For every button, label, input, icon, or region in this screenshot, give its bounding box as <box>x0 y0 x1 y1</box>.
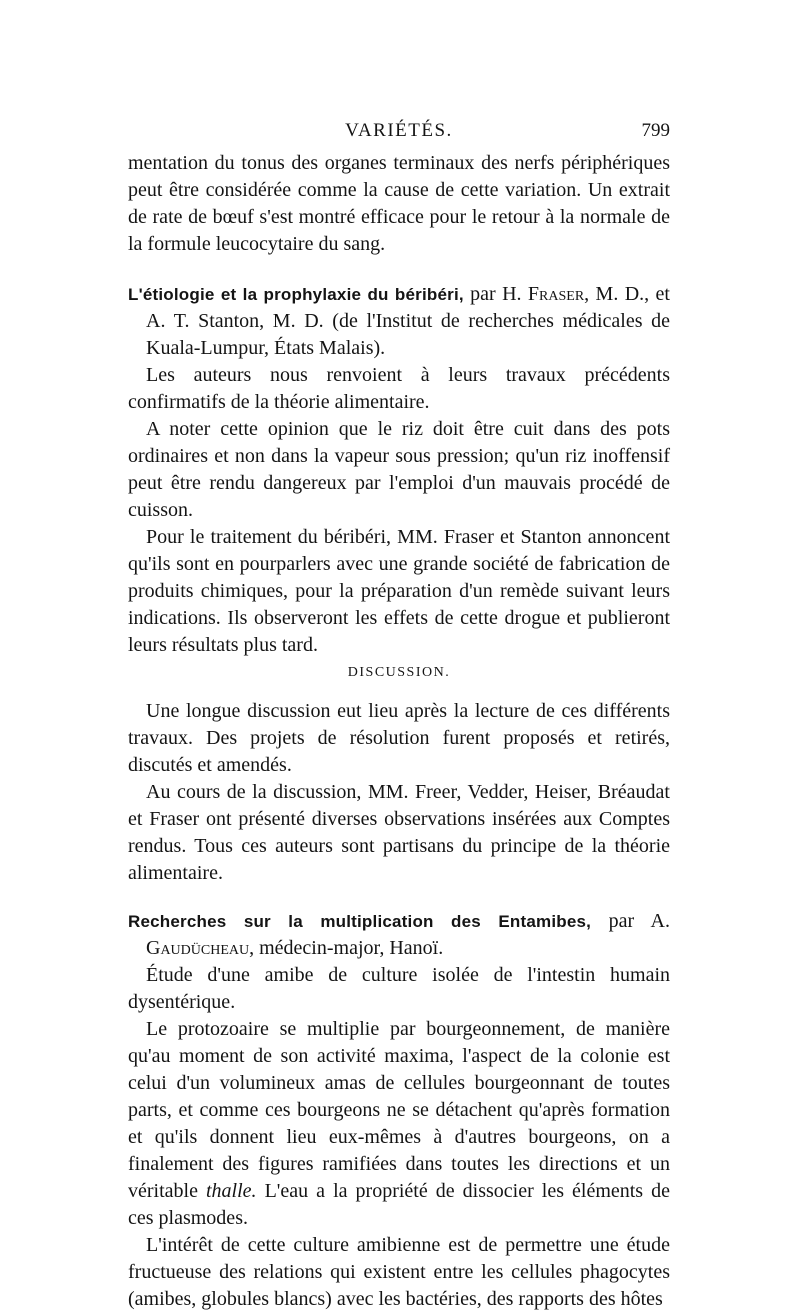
article-title-beriberi: L'étiologie et la prophylaxie du béribéri, <box>128 285 464 304</box>
paragraph: A noter cette opinion que le riz doit être cuit dans des pots ordinaires et non dans la vapeur sous pression; qu'un riz inoffensif peut être rendu dangereux par l'emploi d'un mauvais procédé de cuisson. <box>128 418 670 521</box>
paragraph-thalle <box>128 1016 670 1232</box>
text-run: L'eau a la propriété de dissocier les éléments de ces plasmodes. <box>128 1180 670 1229</box>
paragraph: Une longue discussion eut lieu après la lecture de ces différents travaux. Des projets de résolution furent proposés et retirés, discutés et amendés. <box>128 700 670 776</box>
article-heading-entamibes <box>128 908 670 962</box>
article-body <box>128 150 670 1313</box>
paragraph: Au cours de la discussion, MM. Freer, Vedder, Heiser, Bréaudat et Fraser ont présenté diverses observations insérées aux Comptes rendus. Tous ces auteurs sont partisans du principe de la théorie alimentaire. <box>128 781 670 884</box>
paragraph: Étude d'une amibe de culture isolée de l'intestin humain dysentérique. <box>128 964 670 1013</box>
spacer <box>128 887 670 908</box>
spacer <box>128 686 670 698</box>
running-title: VARIÉTÉS. <box>345 120 453 141</box>
author-name: Gaudücheau <box>146 937 250 959</box>
discussion-heading: DISCUSSION. <box>347 665 451 680</box>
italic-term: thalle. <box>206 1180 257 1202</box>
article-authors-rest: , M. D., et A. T. Stanton, M. D. (de l'Institut de recherches médicales de Kuala-Lumpur, États Malais). <box>146 283 670 359</box>
article-authors-rest: , médecin-major, Hanoï. <box>249 937 444 959</box>
text-run: Le protozoaire se multiplie par bourgeonnement, de manière qu'au moment de son activité maxima, l'aspect de la colonie est celui d'un volumineux amas de cellules bourgeonnant de toutes parts, et comme ces bourgeons ne se détachent qu'après formation et qu'ils donnent lieu eux-mêmes à d'autres bourgeons, on a finalement des figures ramifiées dans toutes les directions et un véritable <box>128 1018 670 1202</box>
article-heading-beriberi <box>128 281 670 362</box>
article-by: par H. <box>463 283 528 305</box>
paragraph: L'intérêt de cette culture amibienne est de permettre une étude fructueuse des relations qui existent entre les cellules phagocytes (amibes, globules blancs) avec les bactéries, des rapports des hôtes <box>128 1234 670 1310</box>
spacer <box>128 258 670 281</box>
paragraph: Les auteurs nous renvoient à leurs travaux précédents confirmatifs de la théorie alimentaire. <box>128 364 670 413</box>
paragraph: Pour le traitement du béribéri, MM. Fraser et Stanton annoncent qu'ils sont en pourparlers avec une grande société de fabrication de produits chimiques, pour la préparation d'un remède suivant leurs indications. Ils observeront les effets de cette drogue et publieront leurs résultats plus tard. <box>128 526 670 656</box>
paragraph-continuation: mentation du tonus des organes terminaux des nerfs périphériques peut être considérée comme la cause de cette variation. Un extrait de rate de bœuf s'est montré efficace pour le retour à la normale de la formule leucocytaire du sang. <box>128 152 670 255</box>
article-by: par A. <box>591 910 670 932</box>
article-title-entamibes: Recherches sur la multiplication des Entamibes, <box>128 912 592 931</box>
page-header <box>128 116 670 146</box>
page-number: 799 <box>641 120 670 141</box>
author-name: Fraser <box>527 283 585 305</box>
